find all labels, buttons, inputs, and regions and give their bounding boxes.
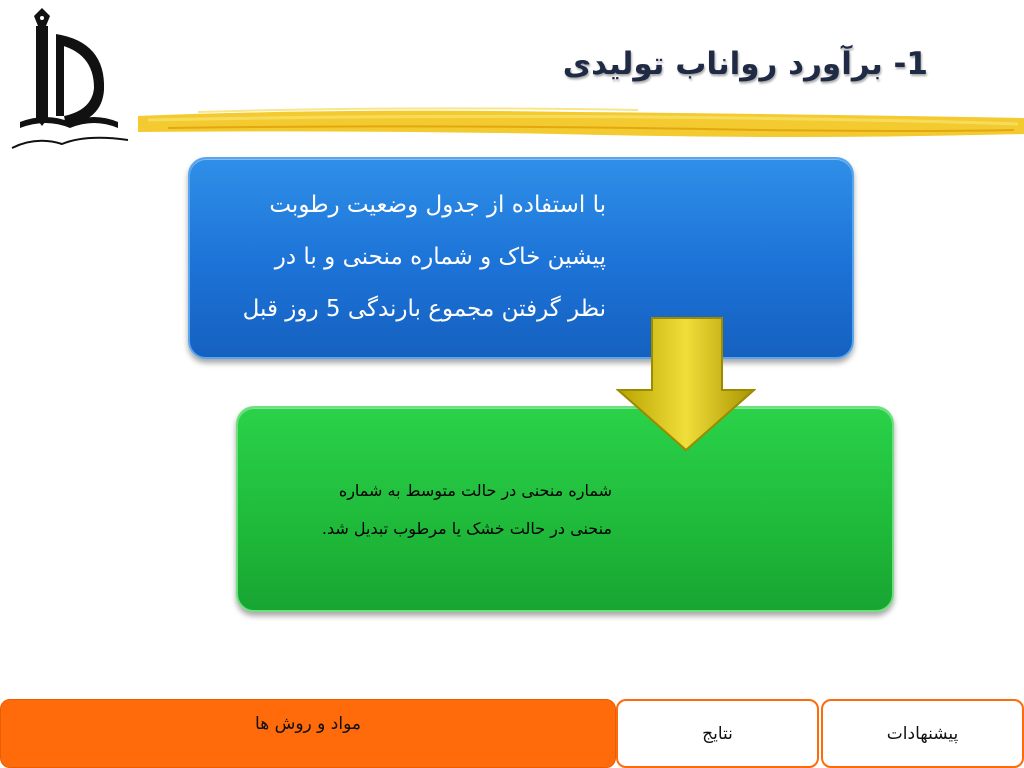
info-box-blue-text xyxy=(176,179,606,335)
text-line: شماره منحنی در حالت متوسط به شماره xyxy=(338,481,612,500)
info-box-green-text xyxy=(242,472,612,548)
down-arrow-icon xyxy=(616,316,756,452)
nav-tab-methods-label: مواد و روش ها xyxy=(255,714,361,734)
text-line: منحنی در حالت خشک یا مرطوب تبدیل شد. xyxy=(321,519,612,538)
info-box-green xyxy=(236,406,894,612)
nav-tab-suggestions[interactable] xyxy=(821,699,1024,768)
text-line: پیشین خاک و شماره منحنی و با در xyxy=(274,244,606,270)
text-line: نظر گرفتن مجموع بارندگی 5 روز قبل xyxy=(242,296,606,322)
title-underline-brush xyxy=(138,100,1024,148)
university-logo xyxy=(6,4,134,154)
nav-tab-results[interactable] xyxy=(616,699,819,768)
slide-title: 1- برآورد رواناب تولیدی xyxy=(562,46,928,82)
nav-tab-methods[interactable] xyxy=(0,699,616,768)
text-line: با استفاده از جدول وضعیت رطوبت xyxy=(269,192,606,218)
nav-tab-results-label: نتایج xyxy=(702,723,733,744)
nav-tab-suggestions-label: پیشنهادات xyxy=(886,723,959,744)
